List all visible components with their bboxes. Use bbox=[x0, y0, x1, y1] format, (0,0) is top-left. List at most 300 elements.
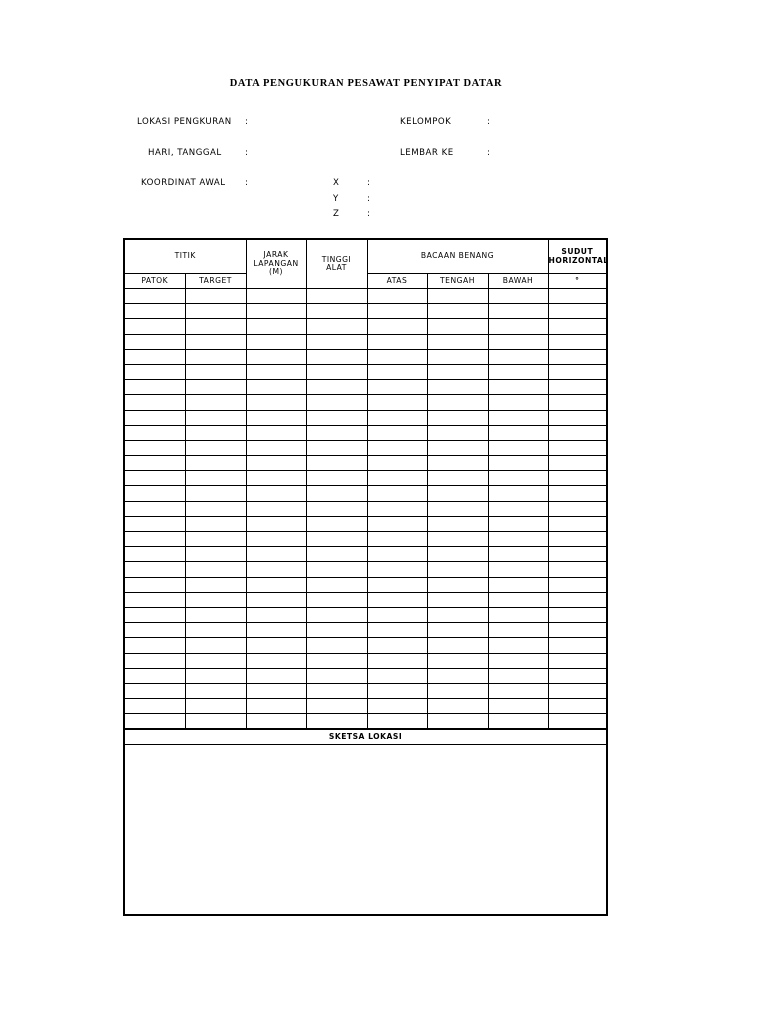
table-cell[interactable] bbox=[246, 289, 306, 304]
table-cell[interactable] bbox=[548, 440, 606, 455]
kelompok-colon: : bbox=[487, 117, 491, 127]
table-cell[interactable] bbox=[185, 334, 246, 349]
table-cell[interactable] bbox=[306, 592, 367, 607]
kelompok-label: KELOMPOK bbox=[400, 117, 452, 127]
table-cell[interactable] bbox=[246, 380, 306, 395]
table-row bbox=[125, 623, 606, 638]
table-cell[interactable] bbox=[488, 334, 548, 349]
table-row bbox=[125, 501, 606, 516]
table-cell[interactable] bbox=[306, 425, 367, 440]
table-cell[interactable] bbox=[367, 547, 427, 562]
table-cell[interactable] bbox=[367, 440, 427, 455]
table-cell[interactable] bbox=[548, 395, 606, 410]
table-cell[interactable] bbox=[306, 532, 367, 547]
table-row bbox=[125, 440, 606, 455]
table-row bbox=[125, 334, 606, 349]
table-cell[interactable] bbox=[427, 501, 488, 516]
table-cell[interactable] bbox=[306, 501, 367, 516]
table-cell[interactable] bbox=[185, 380, 246, 395]
table-cell[interactable] bbox=[548, 592, 606, 607]
sketsa-lokasi-area[interactable] bbox=[125, 745, 606, 912]
table-cell[interactable] bbox=[427, 349, 488, 364]
header-patok: PATOK bbox=[125, 274, 185, 289]
table-cell[interactable] bbox=[367, 456, 427, 471]
table-cell[interactable] bbox=[548, 607, 606, 622]
z-colon: : bbox=[367, 209, 371, 219]
table-cell[interactable] bbox=[185, 592, 246, 607]
table-cell[interactable] bbox=[427, 456, 488, 471]
lembar-colon: : bbox=[487, 148, 491, 158]
table-cell[interactable] bbox=[185, 319, 246, 334]
table-cell[interactable] bbox=[125, 410, 185, 425]
table-cell[interactable] bbox=[488, 547, 548, 562]
table-cell[interactable] bbox=[185, 607, 246, 622]
table-cell[interactable] bbox=[185, 410, 246, 425]
table-cell[interactable] bbox=[488, 395, 548, 410]
table-cell[interactable] bbox=[185, 577, 246, 592]
header-tinggi-line1: TINGGI bbox=[321, 254, 352, 264]
table-cell[interactable] bbox=[185, 304, 246, 319]
table-row bbox=[125, 349, 606, 364]
table-cell[interactable] bbox=[367, 501, 427, 516]
y-label: Y bbox=[333, 194, 339, 204]
table-cell[interactable] bbox=[125, 486, 185, 501]
table-cell[interactable] bbox=[185, 440, 246, 455]
table-cell[interactable] bbox=[306, 395, 367, 410]
table-cell[interactable] bbox=[488, 653, 548, 668]
header-titik: TITIK bbox=[125, 240, 246, 274]
table-cell[interactable] bbox=[306, 714, 367, 730]
table-cell[interactable] bbox=[185, 395, 246, 410]
table-cell[interactable] bbox=[488, 638, 548, 653]
table-cell[interactable] bbox=[125, 471, 185, 486]
table-cell[interactable] bbox=[367, 699, 427, 714]
table-cell[interactable] bbox=[548, 289, 606, 304]
table-cell[interactable] bbox=[427, 425, 488, 440]
table-cell[interactable] bbox=[427, 289, 488, 304]
table-cell[interactable] bbox=[125, 577, 185, 592]
table-row bbox=[125, 319, 606, 334]
table-row bbox=[125, 425, 606, 440]
measurement-table bbox=[125, 240, 609, 911]
table-cell[interactable] bbox=[548, 668, 606, 683]
table-cell[interactable] bbox=[306, 547, 367, 562]
table-cell[interactable] bbox=[185, 532, 246, 547]
table-cell[interactable] bbox=[367, 471, 427, 486]
table-cell[interactable] bbox=[125, 425, 185, 440]
table-cell[interactable] bbox=[488, 668, 548, 683]
header-tinggi-line2: ALAT bbox=[326, 263, 347, 272]
header-target: TARGET bbox=[185, 274, 246, 289]
table-cell[interactable] bbox=[306, 668, 367, 683]
table-cell[interactable] bbox=[488, 592, 548, 607]
table-cell[interactable] bbox=[427, 607, 488, 622]
table-cell[interactable] bbox=[246, 532, 306, 547]
table-cell[interactable] bbox=[185, 501, 246, 516]
table-row bbox=[125, 532, 606, 547]
table-cell[interactable] bbox=[125, 668, 185, 683]
header-jarak-line2: LAPANGAN bbox=[253, 258, 299, 268]
table-cell[interactable] bbox=[246, 516, 306, 531]
table-cell[interactable] bbox=[367, 714, 427, 730]
table-cell[interactable] bbox=[125, 304, 185, 319]
table-cell[interactable] bbox=[548, 334, 606, 349]
table-cell[interactable] bbox=[488, 380, 548, 395]
table-cell[interactable] bbox=[548, 577, 606, 592]
header-bacaan-benang: BACAAN BENANG bbox=[367, 240, 548, 274]
table-cell[interactable] bbox=[125, 456, 185, 471]
table-cell[interactable] bbox=[367, 349, 427, 364]
table-cell[interactable] bbox=[367, 516, 427, 531]
table-cell[interactable] bbox=[488, 532, 548, 547]
table-cell[interactable] bbox=[246, 577, 306, 592]
table-cell[interactable] bbox=[246, 334, 306, 349]
table-cell[interactable] bbox=[125, 714, 185, 730]
table-cell[interactable] bbox=[246, 607, 306, 622]
table-cell[interactable] bbox=[488, 577, 548, 592]
table-cell[interactable] bbox=[306, 471, 367, 486]
table-cell[interactable] bbox=[488, 562, 548, 577]
table-cell[interactable] bbox=[125, 653, 185, 668]
table-cell[interactable] bbox=[427, 714, 488, 730]
header-tengah: TENGAH bbox=[427, 274, 488, 289]
table-cell[interactable] bbox=[246, 714, 306, 730]
table-cell[interactable] bbox=[548, 623, 606, 638]
table-cell[interactable] bbox=[427, 410, 488, 425]
table-cell[interactable] bbox=[125, 623, 185, 638]
table-cell[interactable] bbox=[306, 638, 367, 653]
table-cell[interactable] bbox=[306, 577, 367, 592]
table-cell[interactable] bbox=[306, 410, 367, 425]
table-row bbox=[125, 364, 606, 379]
form-title: DATA PENGUKURAN PESAWAT PENYIPAT DATAR bbox=[229, 78, 503, 89]
table-cell[interactable] bbox=[185, 714, 246, 730]
table-cell[interactable] bbox=[125, 592, 185, 607]
table-cell[interactable] bbox=[125, 289, 185, 304]
table-cell[interactable] bbox=[246, 592, 306, 607]
table-cell[interactable] bbox=[185, 289, 246, 304]
table-cell[interactable] bbox=[125, 638, 185, 653]
table-cell[interactable] bbox=[367, 623, 427, 638]
table-cell[interactable] bbox=[488, 623, 548, 638]
table-cell[interactable] bbox=[306, 364, 367, 379]
table-cell[interactable] bbox=[367, 395, 427, 410]
header-jarak-line1: JARAK bbox=[263, 250, 289, 260]
table-cell[interactable] bbox=[488, 289, 548, 304]
table-cell[interactable] bbox=[427, 516, 488, 531]
table-cell[interactable] bbox=[367, 364, 427, 379]
table-cell[interactable] bbox=[548, 364, 606, 379]
table-cell[interactable] bbox=[306, 486, 367, 501]
table-cell[interactable] bbox=[246, 668, 306, 683]
table-cell[interactable] bbox=[185, 456, 246, 471]
table-cell[interactable] bbox=[246, 562, 306, 577]
table-row bbox=[125, 699, 606, 714]
table-cell[interactable] bbox=[246, 349, 306, 364]
table-row bbox=[125, 668, 606, 683]
table-row bbox=[125, 607, 606, 622]
table-cell[interactable] bbox=[125, 516, 185, 531]
table-cell[interactable] bbox=[427, 471, 488, 486]
table-cell[interactable] bbox=[246, 699, 306, 714]
table-cell[interactable] bbox=[185, 653, 246, 668]
table-cell[interactable] bbox=[185, 668, 246, 683]
table-cell[interactable] bbox=[185, 638, 246, 653]
table-cell[interactable] bbox=[367, 304, 427, 319]
table-cell[interactable] bbox=[488, 319, 548, 334]
table-cell[interactable] bbox=[488, 501, 548, 516]
table-row bbox=[125, 516, 606, 531]
table-cell[interactable] bbox=[246, 623, 306, 638]
table-cell[interactable] bbox=[185, 699, 246, 714]
table-cell[interactable] bbox=[367, 380, 427, 395]
table-cell[interactable] bbox=[488, 364, 548, 379]
table-cell[interactable] bbox=[246, 440, 306, 455]
table-cell[interactable] bbox=[306, 456, 367, 471]
table-cell[interactable] bbox=[427, 683, 488, 698]
table-cell[interactable] bbox=[367, 425, 427, 440]
table-cell[interactable] bbox=[367, 668, 427, 683]
table-cell[interactable] bbox=[427, 562, 488, 577]
table-row bbox=[125, 562, 606, 577]
table-cell[interactable] bbox=[367, 319, 427, 334]
table-cell[interactable] bbox=[488, 714, 548, 730]
table-cell[interactable] bbox=[306, 516, 367, 531]
table-cell[interactable] bbox=[246, 471, 306, 486]
measurement-table-sheet bbox=[123, 238, 608, 916]
header-sudut-line2: HORIZONTAL bbox=[548, 255, 609, 265]
table-cell[interactable] bbox=[125, 380, 185, 395]
y-colon: : bbox=[367, 194, 371, 204]
table-cell[interactable] bbox=[306, 380, 367, 395]
table-cell[interactable] bbox=[246, 683, 306, 698]
table-cell[interactable] bbox=[246, 364, 306, 379]
table-cell[interactable] bbox=[246, 319, 306, 334]
header-bawah: BAWAH bbox=[488, 274, 548, 289]
table-cell[interactable] bbox=[367, 638, 427, 653]
table-cell[interactable] bbox=[125, 319, 185, 334]
table-cell[interactable] bbox=[185, 623, 246, 638]
table-cell[interactable] bbox=[427, 547, 488, 562]
table-cell[interactable] bbox=[246, 638, 306, 653]
table-cell[interactable] bbox=[185, 349, 246, 364]
table-cell[interactable] bbox=[427, 638, 488, 653]
table-cell[interactable] bbox=[488, 683, 548, 698]
table-cell[interactable] bbox=[246, 486, 306, 501]
table-cell[interactable] bbox=[185, 364, 246, 379]
table-cell[interactable] bbox=[125, 501, 185, 516]
table-cell[interactable] bbox=[306, 562, 367, 577]
table-cell[interactable] bbox=[367, 653, 427, 668]
table-cell[interactable] bbox=[367, 607, 427, 622]
table-cell[interactable] bbox=[548, 562, 606, 577]
z-label: Z bbox=[333, 209, 340, 219]
table-row bbox=[125, 577, 606, 592]
table-cell[interactable] bbox=[488, 486, 548, 501]
table-cell[interactable] bbox=[185, 486, 246, 501]
table-cell[interactable] bbox=[367, 486, 427, 501]
table-cell[interactable] bbox=[427, 668, 488, 683]
table-row bbox=[125, 395, 606, 410]
table-cell[interactable] bbox=[367, 577, 427, 592]
table-cell[interactable] bbox=[306, 607, 367, 622]
table-row bbox=[125, 592, 606, 607]
table-cell[interactable] bbox=[427, 319, 488, 334]
table-cell[interactable] bbox=[246, 304, 306, 319]
table-cell[interactable] bbox=[306, 289, 367, 304]
header-tinggi-alat bbox=[306, 240, 367, 289]
table-cell[interactable] bbox=[427, 592, 488, 607]
table-cell[interactable] bbox=[125, 440, 185, 455]
table-cell[interactable] bbox=[125, 683, 185, 698]
table-cell[interactable] bbox=[548, 410, 606, 425]
table-cell[interactable] bbox=[185, 547, 246, 562]
table-cell[interactable] bbox=[125, 532, 185, 547]
table-row bbox=[125, 304, 606, 319]
header-sudut-line1: SUDUT bbox=[561, 247, 594, 257]
table-cell[interactable] bbox=[246, 395, 306, 410]
koordinat-label: KOORDINAT AWAL bbox=[141, 178, 226, 188]
hari-label: HARI, TANGGAL bbox=[148, 148, 222, 158]
header-jarak-line3: (M) bbox=[269, 267, 283, 277]
table-row bbox=[125, 471, 606, 486]
table-cell[interactable] bbox=[246, 456, 306, 471]
table-cell[interactable] bbox=[367, 334, 427, 349]
table-cell[interactable] bbox=[548, 486, 606, 501]
table-cell[interactable] bbox=[306, 304, 367, 319]
x-label: X bbox=[333, 178, 340, 188]
table-cell[interactable] bbox=[548, 638, 606, 653]
table-cell[interactable] bbox=[427, 486, 488, 501]
table-cell[interactable] bbox=[548, 714, 606, 730]
table-cell[interactable] bbox=[306, 653, 367, 668]
table-cell[interactable] bbox=[548, 349, 606, 364]
table-row bbox=[125, 410, 606, 425]
koordinat-colon: : bbox=[245, 178, 249, 188]
table-cell[interactable] bbox=[427, 395, 488, 410]
table-cell[interactable] bbox=[548, 699, 606, 714]
table-cell[interactable] bbox=[367, 410, 427, 425]
table-row bbox=[125, 638, 606, 653]
table-cell[interactable] bbox=[488, 471, 548, 486]
table-cell[interactable] bbox=[427, 380, 488, 395]
table-cell[interactable] bbox=[367, 562, 427, 577]
table-cell[interactable] bbox=[488, 607, 548, 622]
table-cell[interactable] bbox=[548, 456, 606, 471]
table-row bbox=[125, 714, 606, 730]
lokasi-label: LOKASI PENGKURAN bbox=[137, 117, 232, 127]
table-row bbox=[125, 486, 606, 501]
table-cell[interactable] bbox=[185, 516, 246, 531]
table-cell[interactable] bbox=[125, 607, 185, 622]
table-cell[interactable] bbox=[427, 623, 488, 638]
table-cell[interactable] bbox=[125, 364, 185, 379]
table-cell[interactable] bbox=[306, 334, 367, 349]
table-cell[interactable] bbox=[427, 364, 488, 379]
table-cell[interactable] bbox=[125, 699, 185, 714]
table-cell[interactable] bbox=[367, 683, 427, 698]
lokasi-colon: : bbox=[245, 117, 249, 127]
table-row bbox=[125, 683, 606, 698]
table-cell[interactable] bbox=[488, 699, 548, 714]
table-cell[interactable] bbox=[548, 501, 606, 516]
sketsa-lokasi-header: SKETSA LOKASI bbox=[125, 729, 606, 745]
table-row bbox=[125, 547, 606, 562]
table-cell[interactable] bbox=[306, 349, 367, 364]
table-cell[interactable] bbox=[548, 425, 606, 440]
table-cell[interactable] bbox=[367, 289, 427, 304]
table-cell[interactable] bbox=[246, 410, 306, 425]
table-cell[interactable] bbox=[367, 592, 427, 607]
x-colon: : bbox=[367, 178, 371, 188]
table-cell[interactable] bbox=[488, 440, 548, 455]
table-cell[interactable] bbox=[367, 532, 427, 547]
table-cell[interactable] bbox=[125, 349, 185, 364]
table-cell[interactable] bbox=[427, 532, 488, 547]
table-cell[interactable] bbox=[125, 395, 185, 410]
table-cell[interactable] bbox=[427, 653, 488, 668]
table-row bbox=[125, 380, 606, 395]
table-cell[interactable] bbox=[427, 577, 488, 592]
table-row bbox=[125, 456, 606, 471]
table-row bbox=[125, 653, 606, 668]
table-row bbox=[125, 289, 606, 304]
table-cell[interactable] bbox=[427, 699, 488, 714]
table-cell[interactable] bbox=[488, 425, 548, 440]
table-cell[interactable] bbox=[488, 516, 548, 531]
table-cell[interactable] bbox=[185, 683, 246, 698]
table-cell[interactable] bbox=[427, 334, 488, 349]
table-cell[interactable] bbox=[185, 471, 246, 486]
table-cell[interactable] bbox=[427, 440, 488, 455]
table-cell[interactable] bbox=[427, 304, 488, 319]
header-degree: ° bbox=[548, 274, 606, 289]
table-cell[interactable] bbox=[306, 683, 367, 698]
table-cell[interactable] bbox=[488, 349, 548, 364]
hari-colon: : bbox=[245, 148, 249, 158]
table-cell[interactable] bbox=[548, 653, 606, 668]
table-cell[interactable] bbox=[548, 516, 606, 531]
table-cell[interactable] bbox=[548, 547, 606, 562]
table-cell[interactable] bbox=[246, 653, 306, 668]
table-cell[interactable] bbox=[125, 562, 185, 577]
header-sudut-horizontal bbox=[548, 240, 609, 274]
lembar-label: LEMBAR KE bbox=[400, 148, 454, 158]
table-cell[interactable] bbox=[548, 319, 606, 334]
table-cell[interactable] bbox=[548, 304, 606, 319]
table-cell[interactable] bbox=[548, 471, 606, 486]
table-cell[interactable] bbox=[548, 380, 606, 395]
table-cell[interactable] bbox=[306, 699, 367, 714]
table-cell[interactable] bbox=[185, 562, 246, 577]
table-cell[interactable] bbox=[306, 623, 367, 638]
table-cell[interactable] bbox=[548, 532, 606, 547]
table-cell[interactable] bbox=[306, 440, 367, 455]
table-cell[interactable] bbox=[125, 547, 185, 562]
table-cell[interactable] bbox=[548, 683, 606, 698]
table-cell[interactable] bbox=[488, 304, 548, 319]
table-cell[interactable] bbox=[246, 425, 306, 440]
header-jarak bbox=[246, 240, 306, 289]
table-cell[interactable] bbox=[185, 425, 246, 440]
table-cell[interactable] bbox=[488, 456, 548, 471]
table-cell[interactable] bbox=[306, 319, 367, 334]
table-cell[interactable] bbox=[488, 410, 548, 425]
header-atas: ATAS bbox=[367, 274, 427, 289]
table-cell[interactable] bbox=[246, 501, 306, 516]
table-cell[interactable] bbox=[246, 547, 306, 562]
table-cell[interactable] bbox=[125, 334, 185, 349]
